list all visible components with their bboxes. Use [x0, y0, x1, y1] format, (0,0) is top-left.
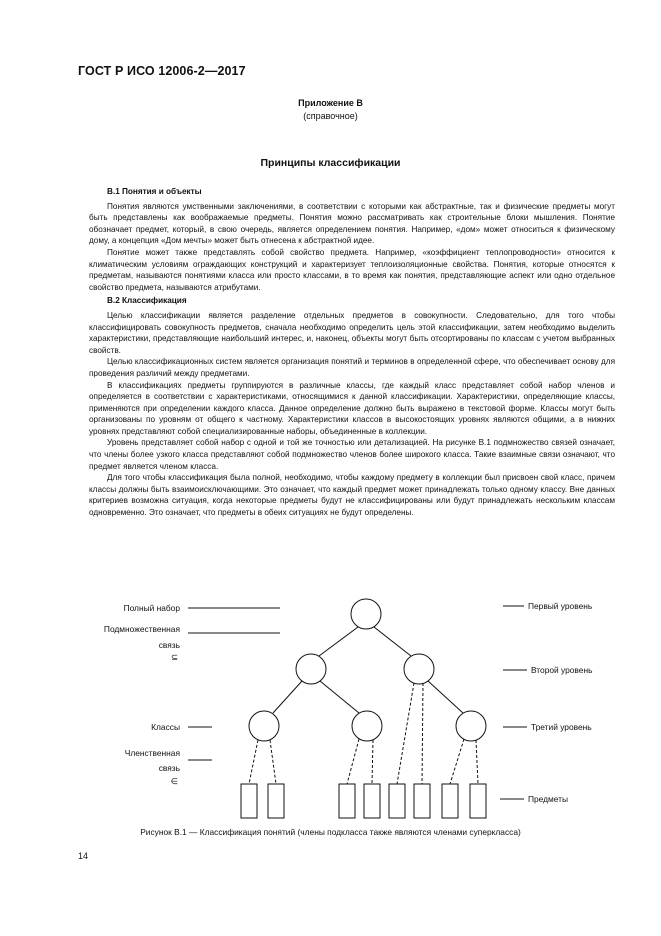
- subset-edge: [320, 681, 359, 713]
- subset-edge: [273, 681, 302, 713]
- subset-edge: [319, 627, 358, 656]
- item-box: [470, 784, 486, 818]
- label-items: Предметы: [528, 794, 569, 804]
- section-heading: В.1 Понятия и объекты: [107, 187, 202, 196]
- label-member-line2: связь: [158, 763, 180, 773]
- subset-edge: [374, 627, 411, 656]
- classification-tree-diagram: [0, 588, 661, 828]
- member-edge: [372, 740, 373, 784]
- section-heading: В.2 Классификация: [107, 296, 187, 306]
- label-level3: Третий уровень: [531, 722, 592, 732]
- tree-node-level3: [249, 711, 279, 741]
- item-box: [339, 784, 355, 818]
- member-edge: [476, 740, 478, 784]
- tree-node-level3: [456, 711, 486, 741]
- label-level1: Первый уровень: [528, 601, 593, 611]
- label-member-line1: Членственная: [124, 748, 180, 758]
- tree-node-level3: [352, 711, 382, 741]
- member-edge: [450, 739, 464, 784]
- document-title: Принципы классификации: [260, 157, 401, 169]
- tree-node-level2: [404, 654, 434, 684]
- item-box: [442, 784, 458, 818]
- subset-edge: [428, 681, 463, 713]
- annex-block: [0, 97, 661, 123]
- member-edge: [249, 740, 258, 784]
- item-box: [389, 784, 405, 818]
- item-box: [268, 784, 284, 818]
- label-member-symbol: ∈: [170, 776, 178, 786]
- paragraph: В классификациях предметы группируются в различные классы, где каждый класс представляет собой набор членов и определяется в соответствии с характеристиками, относящимися к данной классификации. Характеристики, определяющие классы, применяются при определении каждого класса. Данное определение должно быть выражено в текстовой форме. Классы могут быть организованы по уровням от общего к частному. Характеристики классов в высокостоящих уровнях являются общими, а в нижних уровнях представляют собой специализированные наборы, объединенные в коллекции.: [89, 380, 615, 436]
- label-subset-line2: связь: [158, 640, 180, 650]
- item-box: [241, 784, 257, 818]
- item-box: [364, 784, 380, 818]
- standard-header: ГОСТ Р ИСО 12006-2—2017: [78, 64, 246, 78]
- annex-note: (справочное): [303, 111, 358, 121]
- member-edge: [270, 740, 276, 784]
- annex-title: Приложение В: [298, 98, 363, 108]
- member-edge: [347, 739, 359, 784]
- paragraph: Для того чтобы классификация была полной, необходимо, чтобы каждому предмету в коллекции был присвоен свой класс, причем классы должны быть взаимоисключающими. Это означает, что каждый предмет может принадлежать только одному классу. Вне данных критериев возможна ситуация, когда некоторые предметы будут не классифицированы или будут принадлежать нескольким классам одновременно. Это означает, что предметы в обеих ситуациях не будут определены.: [89, 473, 615, 518]
- member-edge: [422, 683, 423, 784]
- label-subset-line1: Подмножественная: [103, 624, 180, 634]
- page-number: 14: [78, 851, 89, 861]
- body-text: [89, 186, 615, 519]
- paragraph: Уровень представляет собой набор с одной и той же точностью или детализацией. На рисунке В.1 подмножество связей означает, что члены более узкого класса представляют собой подмножество членов более широкого класса. Такие взаимные связи означают, что предмет является членом класса.: [89, 438, 615, 471]
- label-subset-symbol: ⊆: [170, 652, 178, 662]
- paragraph: Понятие может также представлять собой свойство предмета. Например, «коэффициент теплопроводности» относится к климатическим условиям ограждающих конструкций и характеризует теплоизоляционные свойства. Понятия, которые относятся к предметам, называются понятиями класса или просто классами, в то время как понятия, представляющие аспект или одно отдельное свойство предмета, называются атрибутами.: [89, 247, 615, 292]
- member-edge: [397, 683, 414, 784]
- label-classes: Классы: [151, 722, 180, 732]
- paragraph: Понятия являются умственными заключениями, в соответствии с которыми как абстрактные, так и физические предметы могут быть представлены как воображаемые предметы. Понятия можно рассматривать как строительные блоки мышления. Понятие обозначает предмет, который, в свою очередь, является определением понятия. Например, «дом» может относиться к физическому дому, а концепция «Дом мечты» может быть отнесена к абстрактной идее.: [89, 201, 615, 246]
- item-box: [414, 784, 430, 818]
- tree-node-level2: [296, 654, 326, 684]
- classification-figure: [0, 588, 661, 828]
- paragraph: Целью классификации является разделение отдельных предметов в совокупности. Следовательно, для того чтобы классифицировать совокупность предметов, сначала необходимо определить цель этой классификации, затем необходимо выделить характеристики, представляющие наибольший интерес, и, наконец, объекты могут быть отсортированы по классам с учетом выбранных свойств.: [89, 310, 615, 355]
- label-level2: Второй уровень: [531, 665, 593, 675]
- figure-caption: Рисунок В.1 — Классификация понятий (члены подкласса также являются членами суперкласса): [140, 827, 521, 837]
- paragraph: Целью классификационных систем является организация понятий и терминов в определенной сфере, что обеспечивает основу для проведения различий между предметами.: [89, 357, 615, 378]
- tree-node-level1: [351, 599, 381, 629]
- label-full-set: Полный набор: [123, 603, 180, 613]
